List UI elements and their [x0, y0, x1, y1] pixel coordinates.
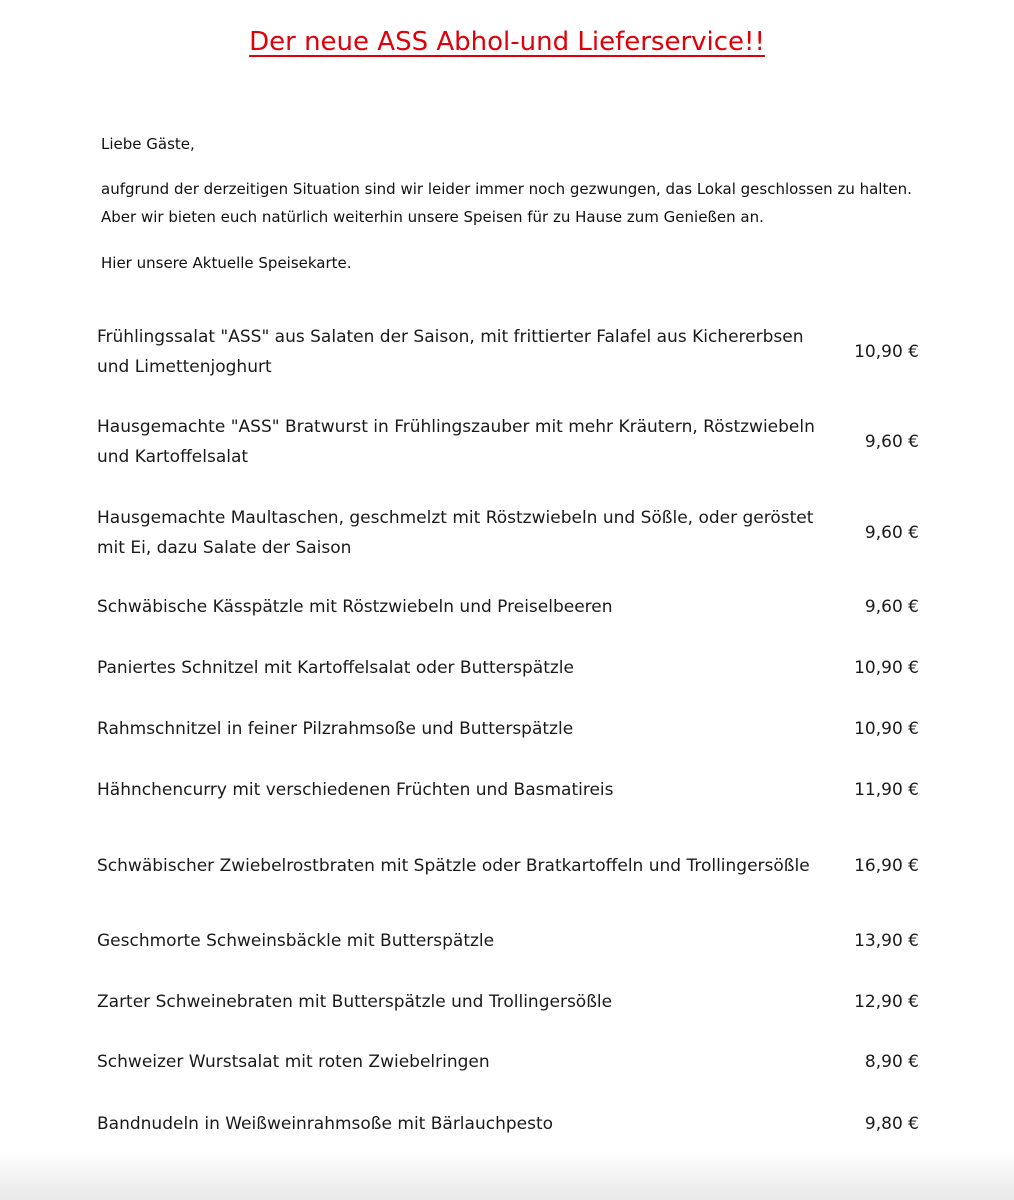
menu-item-price: 16,90 €: [854, 856, 919, 876]
menu-item-price: 10,90 €: [854, 719, 919, 739]
menu-item-description: Zarter Schweinebraten mit Butterspätzle und Trollingersößle: [97, 992, 613, 1012]
menu-hint-text: Hier unsere Aktuelle Speisekarte.: [101, 254, 352, 272]
menu-item-price: 10,90 €: [854, 342, 919, 362]
page-bottom-shade: [0, 1150, 1014, 1200]
menu-item-price: 8,90 €: [864, 1052, 919, 1072]
menu-item: [97, 503, 919, 563]
menu-item-description: Schweizer Wurstsalat mit roten Zwiebelringen: [97, 1052, 490, 1072]
menu-item-description: Geschmorte Schweinsbäckle mit Butterspätzle: [97, 931, 495, 951]
menu-item: [97, 987, 919, 1017]
menu-item-description: Paniertes Schnitzel mit Kartoffelsalat oder Butterspätzle: [97, 658, 574, 678]
menu-item-description: Bandnudeln in Weißweinrahmsoße mit Bärlauchpesto: [97, 1114, 554, 1134]
menu-item: [97, 653, 919, 683]
menu-item-price: 11,90 €: [854, 780, 919, 800]
menu-item-description: Hähnchencurry mit verschiedenen Früchten und Basmatireis: [97, 780, 614, 800]
menu-item-description: Frühlingssalat "ASS" aus Salaten der Saison, mit frittierter Falafel aus Kichererbsen und Limettenjoghurt: [97, 327, 804, 377]
menu-item-description: Hausgemachte "ASS" Bratwurst in Frühlingszauber mit mehr Kräutern, Röstzwiebeln und Kartoffelsalat: [97, 417, 815, 467]
menu-item-price: 12,90 €: [854, 992, 919, 1012]
menu-item: [97, 714, 919, 744]
greeting-text: Liebe Gäste,: [101, 135, 195, 153]
menu-item: [97, 1047, 919, 1077]
menu-item-price: 9,80 €: [864, 1114, 919, 1134]
menu-item: [97, 836, 919, 896]
menu-item-price: 9,60 €: [864, 432, 919, 452]
menu-item: [97, 592, 919, 622]
menu-item: [97, 322, 919, 382]
intro-paragraph: aufgrund der derzeitigen Situation sind wir leider immer noch gezwungen, das Lokal geschlossen zu halten. Aber wir bieten euch natürlich weiterhin unsere Speisen für zu Hause zum Genießen an.: [101, 180, 912, 226]
page-title: Der neue ASS Abhol-und Lieferservice!!: [249, 27, 765, 57]
menu-item-price: 10,90 €: [854, 658, 919, 678]
menu-item: [97, 775, 919, 805]
menu-item: [97, 1109, 919, 1139]
menu-item-price: 9,60 €: [864, 597, 919, 617]
menu-item-description: Rahmschnitzel in feiner Pilzrahmsoße und Butterspätzle: [97, 719, 574, 739]
menu-item-price: 9,60 €: [864, 523, 919, 543]
menu-item: [97, 926, 919, 956]
menu-item-price: 13,90 €: [854, 931, 919, 951]
menu-item-description: Schwäbischer Zwiebelrostbraten mit Spätzle oder Bratkartoffeln und Trollingersößle: [97, 856, 810, 876]
menu-item: [97, 412, 919, 472]
menu-item-description: Hausgemachte Maultaschen, geschmelzt mit Röstzwiebeln und Sößle, oder geröstet mit Ei, dazu Salate der Saison: [97, 508, 814, 558]
menu-item-description: Schwäbische Kässpätzle mit Röstzwiebeln und Preiselbeeren: [97, 597, 613, 617]
